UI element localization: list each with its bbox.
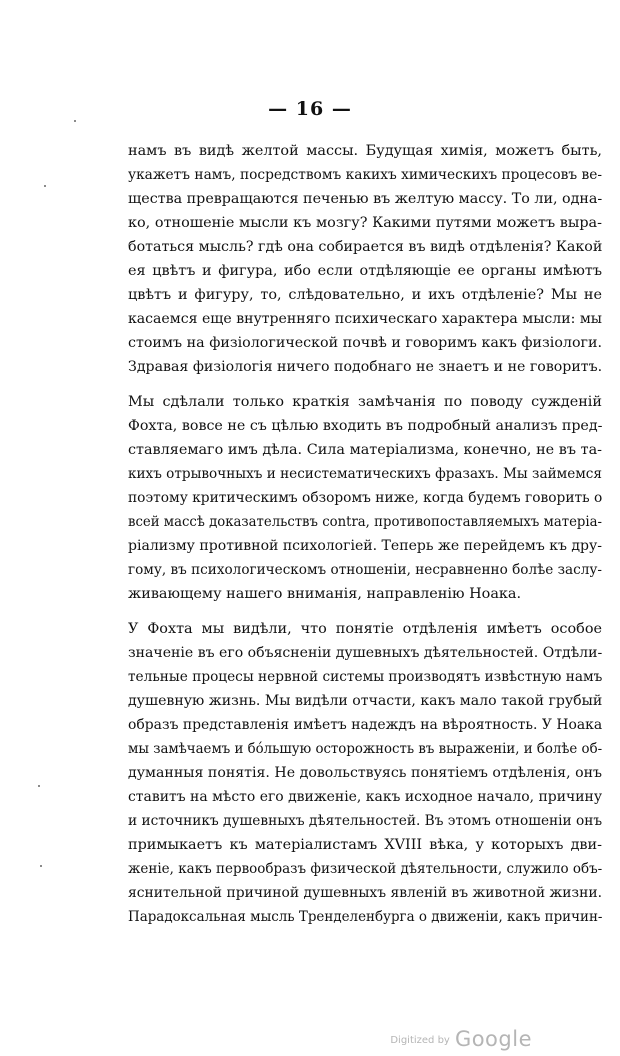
digitized-by-google-watermark	[390, 1027, 532, 1051]
text-line: поэтому критическимъ обзоромъ ниже, когда будемъ говорить о	[128, 490, 603, 506]
text-line: ея цвѣтъ и фигура, ибо если отдѣляющіе ее органы имѣютъ	[128, 263, 602, 279]
paragraph-3	[128, 617, 602, 929]
text-line: живающему нашего вниманія, направленію Ноака.	[128, 586, 522, 602]
text-line: кихъ отрывочныхъ и несистематическихъ фразахъ. Мы займемся	[128, 466, 602, 482]
text-line: ботаться мысль? гдѣ она собирается въ видѣ отдѣленія? Какой	[128, 239, 603, 255]
scan-speck	[38, 785, 40, 787]
text-line: ставляемаго имъ дѣла. Сила матеріализма, конечно, не въ та-	[128, 442, 603, 458]
text-line: У Фохта мы видѣли, что понятіе отдѣленія имѣетъ особое	[128, 621, 602, 637]
paragraph-2	[128, 390, 602, 606]
text-line: душевную жизнь. Мы видѣли отчасти, какъ мало такой грубый	[128, 693, 603, 709]
text-line: намъ въ видѣ желтой массы. Будущая химія, можетъ быть,	[128, 143, 602, 159]
text-line: ріализму противной психологіей. Теперь же перейдемъ къ дру-	[128, 538, 603, 554]
text-line: яснительной причиной душевныхъ явленій въ животной жизни.	[128, 885, 602, 901]
text-line: Парадоксальная мысль Тренделенбурга о движеніи, какъ причин-	[128, 909, 603, 925]
text-line: образъ представленія имѣетъ надеждъ на вѣроятность. У Ноака	[128, 717, 603, 733]
text-line: значеніе въ его объясненіи душевныхъ дѣятельностей. Отдѣли-	[128, 645, 603, 661]
text-line: и источникъ душевныхъ дѣятельностей. Въ этомъ отношеніи онъ	[128, 813, 603, 829]
watermark-prefix: Digitized by	[390, 1035, 450, 1046]
page-number: — 16 —	[268, 98, 352, 120]
text-line: мы замѣчаемъ и бóльшую осторожность въ выраженіи, и болѣе об-	[128, 741, 603, 757]
text-line: ко, отношеніе мысли къ мозгу? Какими путями можетъ выра-	[128, 215, 602, 231]
body-text	[128, 139, 602, 929]
text-line: женіе, какъ первообразъ физической дѣятельности, служило объ-	[128, 861, 603, 877]
text-line: ставитъ на мѣсто его движеніе, какъ исходное начало, причину	[128, 789, 603, 805]
text-line: цвѣтъ и фигуру, то, слѣдовательно, и ихъ отдѣленіе? Мы не	[128, 287, 602, 303]
text-line: стоимъ на физіологической почвѣ и говоримъ какъ физіологи.	[128, 335, 603, 351]
text-line: Мы сдѣлали только краткія замѣчанія по поводу сужденій	[128, 394, 602, 410]
paragraph-1	[128, 139, 602, 379]
text-line: тельные процесы нервной системы производятъ извѣстную намъ	[128, 669, 603, 685]
text-line: касаемся еще внутренняго психическаго характера мысли: мы	[128, 311, 602, 327]
scan-speck	[40, 865, 42, 867]
text-line: думанныя понятія. Не довольствуясь понятіемъ отдѣленія, онъ	[128, 765, 603, 781]
text-line: Фохта, вовсе не съ цѣлью входить въ подробный анализъ пред-	[128, 418, 603, 434]
text-line: Здравая физіологія ничего подобнаго не знаетъ и не говоритъ.	[128, 359, 603, 375]
text-line: укажетъ намъ, посредствомъ какихъ химическихъ процесовъ ве-	[128, 167, 603, 183]
text-line: щества превращаются печенью въ желтую массу. То ли, одна-	[128, 191, 603, 207]
google-logo: Google	[454, 1027, 532, 1051]
text-line: гому, въ психологическомъ отношеніи, несравненно болѣе заслу-	[128, 562, 602, 578]
scan-speck	[74, 120, 76, 122]
text-line: примыкаетъ къ матеріалистамъ XVIII вѣка, у которыхъ дви-	[128, 837, 602, 853]
scan-speck	[44, 185, 46, 187]
text-line: всей массѣ доказательствъ contra, противопоставляемыхъ матеріа-	[128, 514, 603, 530]
